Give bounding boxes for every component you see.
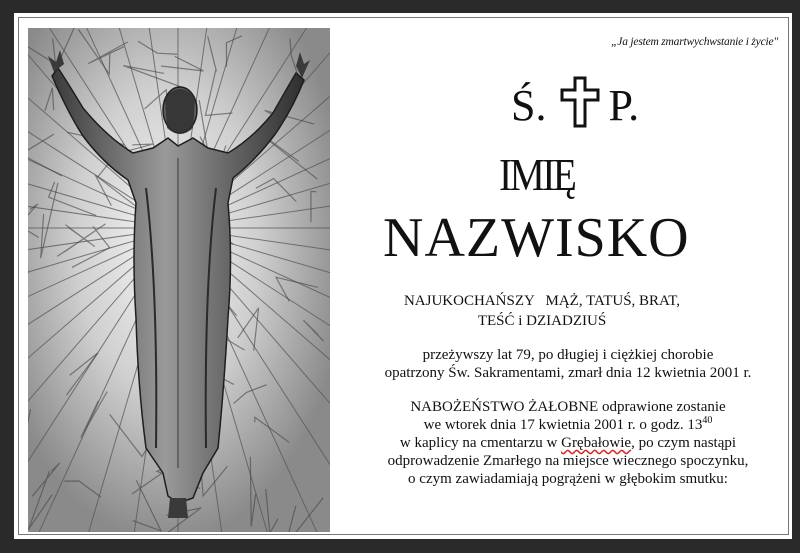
funeral-line-3 [330,434,800,452]
funeral-line-1-rest: odprawione zostanie [598,399,726,415]
funeral-lead: NABOŻEŃSTWO ŻAŁOBNE [410,399,599,415]
sp-right-text: P. [608,81,640,130]
funeral-line-3-pre: w kaplicy na cmentarzu w [399,435,562,451]
funeral-line-2 [330,416,800,434]
funeral-minutes: 40 [702,415,713,426]
deceased-surname: NAZWISKO [383,207,690,269]
relations-line-2: TEŚĆ i DZIADZIUŚ [477,313,607,329]
funeral-line-5: o czym zawiadamiają pogrążeni w głębokim smutku: [408,471,728,487]
funeral-info [330,398,800,488]
funeral-date-time: we wtorek dnia 17 kwietnia 2001 r. o godz. 13 [423,417,703,433]
cemetery-place: Grębałowie [561,435,632,451]
death-notice [330,346,800,382]
death-notice-line-2: opatrzony Św. Sakramentami, zmarł dnia 12 kwietnia 2001 r. [384,365,752,381]
family-relations [383,291,701,331]
death-notice-line-1: przeżywszy lat 79, po długiej i ciężkiej chorobie [422,347,714,363]
sp-left-text: Ś. [511,81,547,130]
funeral-line-4: odprowadzenie Zmarłego na miejsce wiecznego spoczynku, [387,453,749,469]
motto-quote: „Ja jestem zmartwychwstanie i życie" [611,36,778,48]
risen-christ-image [28,28,330,532]
latin-cross-icon [560,76,600,128]
sp-heading [511,80,639,132]
deceased-first-name: IMIĘ [499,149,575,200]
relations-line-1: NAJUKOCHAŃSZY MĄŻ, TATUŚ, BRAT, [403,293,681,309]
funeral-line-3-post: , po czym nastąpi [631,435,737,451]
funeral-line-1 [330,398,800,416]
